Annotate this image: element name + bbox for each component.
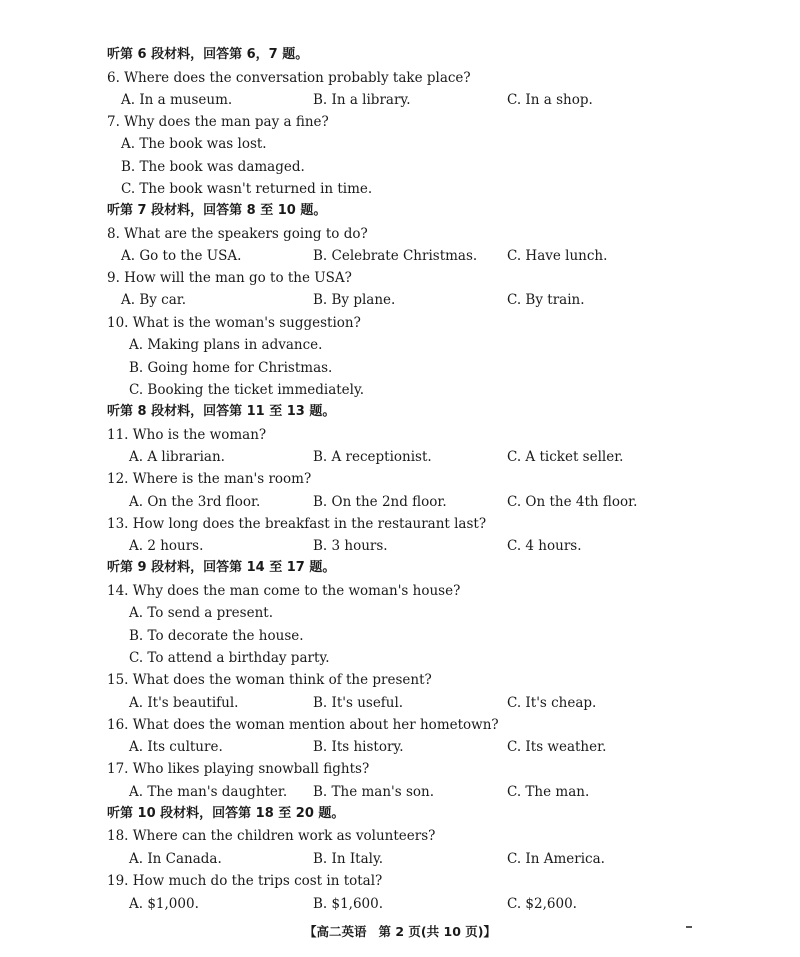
question-9-options (0, 289, 800, 311)
question-12-option-a: A. On the 3rd floor. (129, 494, 261, 510)
question-10-option-b: B. Going home for Christmas. (129, 360, 333, 376)
section-heading-9: 听第 9 段材料，回答第 14 至 17 题。 (107, 560, 336, 575)
question-6-options (0, 89, 800, 111)
question-14-stem: 14. Why does the man come to the woman's house? (107, 583, 461, 599)
question-15-option-a: A. It's beautiful. (129, 695, 239, 711)
footer-page-number: 第 2 页(共 10 页)】 (378, 924, 496, 939)
question-18-options (0, 848, 800, 870)
question-15-options (0, 692, 800, 714)
question-11-option-c: C. A ticket seller. (507, 449, 624, 465)
question-17-option-a: A. The man's daughter. (129, 784, 288, 800)
question-13-option-b: B. 3 hours. (313, 538, 388, 554)
question-17-option-c: C. The man. (507, 784, 590, 800)
question-13-options (0, 535, 800, 557)
question-15-option-c: C. It's cheap. (507, 695, 597, 711)
question-14-option-b: B. To decorate the house. (129, 628, 304, 644)
question-15-stem: 15. What does the woman think of the present? (107, 672, 432, 688)
question-8-option-a: A. Go to the USA. (121, 248, 242, 264)
question-13-option-c: C. 4 hours. (507, 538, 582, 554)
question-11-option-b: B. A receptionist. (313, 449, 432, 465)
question-7-option-c: C. The book wasn't returned in time. (121, 181, 373, 197)
question-7-option-a: A. The book was lost. (121, 136, 267, 152)
question-16-option-a: A. Its culture. (129, 739, 223, 755)
question-18-option-b: B. In Italy. (313, 851, 384, 867)
question-8-option-c: C. Have lunch. (507, 248, 608, 264)
question-19-option-b: B. $1,600. (313, 896, 384, 912)
question-16-option-b: B. Its history. (313, 739, 404, 755)
question-15-option-b: B. It's useful. (313, 695, 404, 711)
question-19-option-a: A. $1,000. (129, 896, 199, 912)
question-12-option-b: B. On the 2nd floor. (313, 494, 447, 510)
question-6-stem: 6. Where does the conversation probably take place? (107, 70, 471, 86)
footer-subject: 【高二英语 (304, 924, 367, 939)
question-12-stem: 12. Where is the man's room? (107, 471, 312, 487)
page-footer (0, 921, 800, 943)
question-11-option-a: A. A librarian. (129, 449, 225, 465)
question-8-option-b: B. Celebrate Christmas. (313, 248, 478, 264)
question-10-option-a: A. Making plans in advance. (129, 337, 323, 353)
question-19-options (0, 893, 800, 915)
question-8-stem: 8. What are the speakers going to do? (107, 226, 368, 242)
question-8-options (0, 245, 800, 267)
scan-mark (686, 926, 692, 928)
question-7-stem: 7. Why does the man pay a fine? (107, 114, 329, 130)
question-19-option-c: C. $2,600. (507, 896, 577, 912)
question-18-stem: 18. Where can the children work as volunteers? (107, 828, 436, 844)
section-heading-6: 听第 6 段材料，回答第 6，7 题。 (107, 47, 309, 62)
question-12-option-c: C. On the 4th floor. (507, 494, 638, 510)
question-17-options (0, 781, 800, 803)
question-18-option-c: C. In America. (507, 851, 605, 867)
question-17-stem: 17. Who likes playing snowball fights? (107, 761, 370, 777)
question-16-stem: 16. What does the woman mention about her hometown? (107, 717, 499, 733)
section-heading-10: 听第 10 段材料，回答第 18 至 20 题。 (107, 806, 345, 821)
question-10-option-c: C. Booking the ticket immediately. (129, 382, 365, 398)
question-17-option-b: B. The man's son. (313, 784, 434, 800)
question-14-option-a: A. To send a present. (129, 605, 274, 621)
question-10-stem: 10. What is the woman's suggestion? (107, 315, 361, 331)
question-9-option-b: B. By plane. (313, 292, 396, 308)
question-9-option-c: C. By train. (507, 292, 585, 308)
question-6-option-a: A. In a museum. (121, 92, 233, 108)
question-14-option-c: C. To attend a birthday party. (129, 650, 330, 666)
question-13-stem: 13. How long does the breakfast in the restaurant last? (107, 516, 487, 532)
section-heading-7: 听第 7 段材料，回答第 8 至 10 题。 (107, 203, 327, 218)
question-19-stem: 19. How much do the trips cost in total? (107, 873, 383, 889)
question-13-option-a: A. 2 hours. (129, 538, 204, 554)
question-6-option-c: C. In a shop. (507, 92, 593, 108)
question-9-option-a: A. By car. (121, 292, 187, 308)
question-12-options (0, 491, 800, 513)
question-18-option-a: A. In Canada. (129, 851, 222, 867)
question-16-options (0, 736, 800, 758)
section-heading-8: 听第 8 段材料，回答第 11 至 13 题。 (107, 404, 336, 419)
question-16-option-c: C. Its weather. (507, 739, 607, 755)
question-9-stem: 9. How will the man go to the USA? (107, 270, 352, 286)
question-6-option-b: B. In a library. (313, 92, 411, 108)
question-11-options (0, 446, 800, 468)
question-7-option-b: B. The book was damaged. (121, 159, 305, 175)
question-11-stem: 11. Who is the woman? (107, 427, 267, 443)
